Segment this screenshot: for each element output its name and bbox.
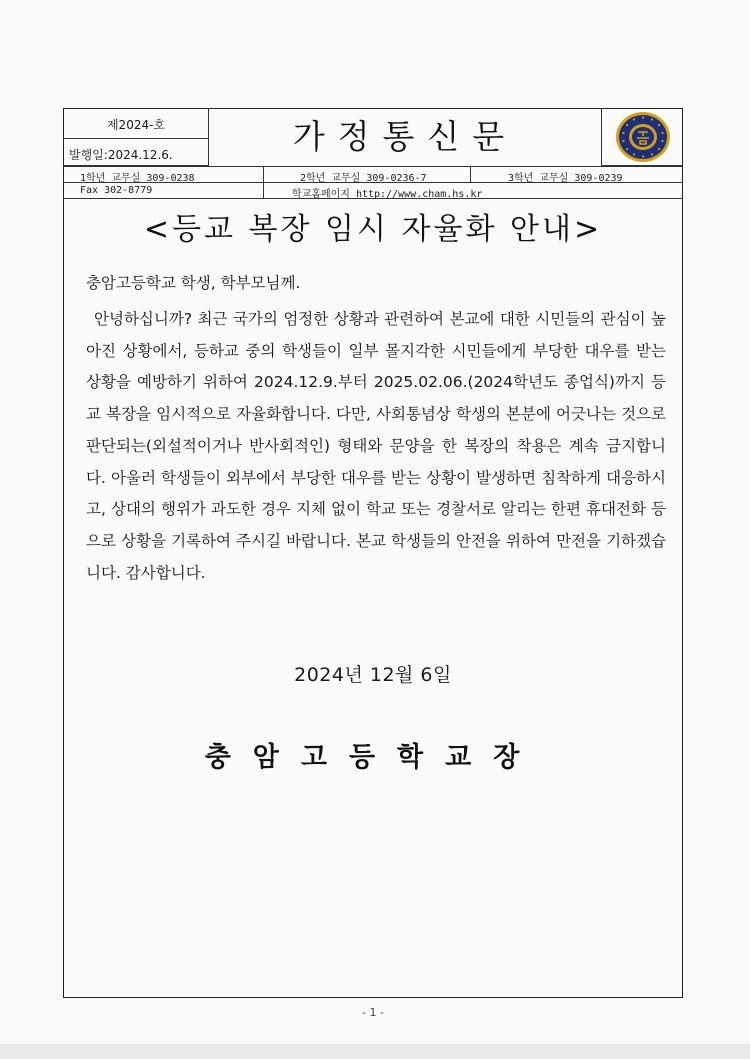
greeting: 충암고등학교 학생, 학부모님께. [86, 274, 301, 292]
header-column-separator [263, 166, 264, 198]
grade3-office-phone: 3학년 교무실 309-0239 [508, 173, 623, 184]
notice-heading: <등교 복장 임시 자율화 안내> [143, 212, 603, 247]
bottom-margin [0, 1044, 750, 1059]
signer: 충암고등학교장 [204, 742, 542, 773]
divider [63, 138, 209, 139]
school-seal-icon [614, 111, 672, 163]
grade2-office-phone: 2학년 교무실 309-0236-7 [300, 173, 427, 184]
school-logo [601, 108, 683, 166]
issue-number: 제2024-호 [106, 118, 166, 132]
fax-number: Fax 302-8779 [80, 185, 153, 196]
issue-date-line: 2024년 12월 6일 [294, 664, 452, 686]
notice-body: 안녕하십니까? 최근 국가의 엄정한 상황과 관련하여 본교에 대한 시민들의 관심이 높아진 상황에서, 등하교 중의 학생들이 일부 몰지각한 시민들에게 부당한 대우를 받는 상황을 예방하기 위하여 2024.12.9.부터 2025.02.06.(2024학년도 종업식)까지 등교 복장을 임시적으로 자율화합니다. 다만, 사회통념상 학생의 본분에 어긋나는 것으로 판단되는(외설적이거나 반사회적인) 형태와 문양을 한 복장의 착용은 계속 금지합니다. 아울러 학생들이 외부에서 부당한 대우를 받는 상황이 발생하면 침착하게 대응하시고, 상대의 행위가 과도한 경우 지체 없이 학교 또는 경찰서로 알리는 한편 휴대전화 등으로 상황을 기록하여 주시길 바랍니다. 본교 학생들의 안전을 위하여 만전을 기하겠습니다. 감사합니다. [86, 310, 666, 582]
grade1-office-phone: 1학년 교무실 309-0238 [80, 173, 195, 184]
document-title: 가정통신문 [292, 117, 518, 156]
page-number: - 1 - [362, 1006, 384, 1019]
issue-info-cell [63, 108, 209, 166]
header-rule [63, 166, 683, 167]
issue-date: 발행일:2024.12.6. [69, 148, 173, 162]
header-column-separator [470, 166, 471, 182]
school-homepage: 학교홈페이지 http://www.cham.hs.kr [292, 189, 483, 200]
